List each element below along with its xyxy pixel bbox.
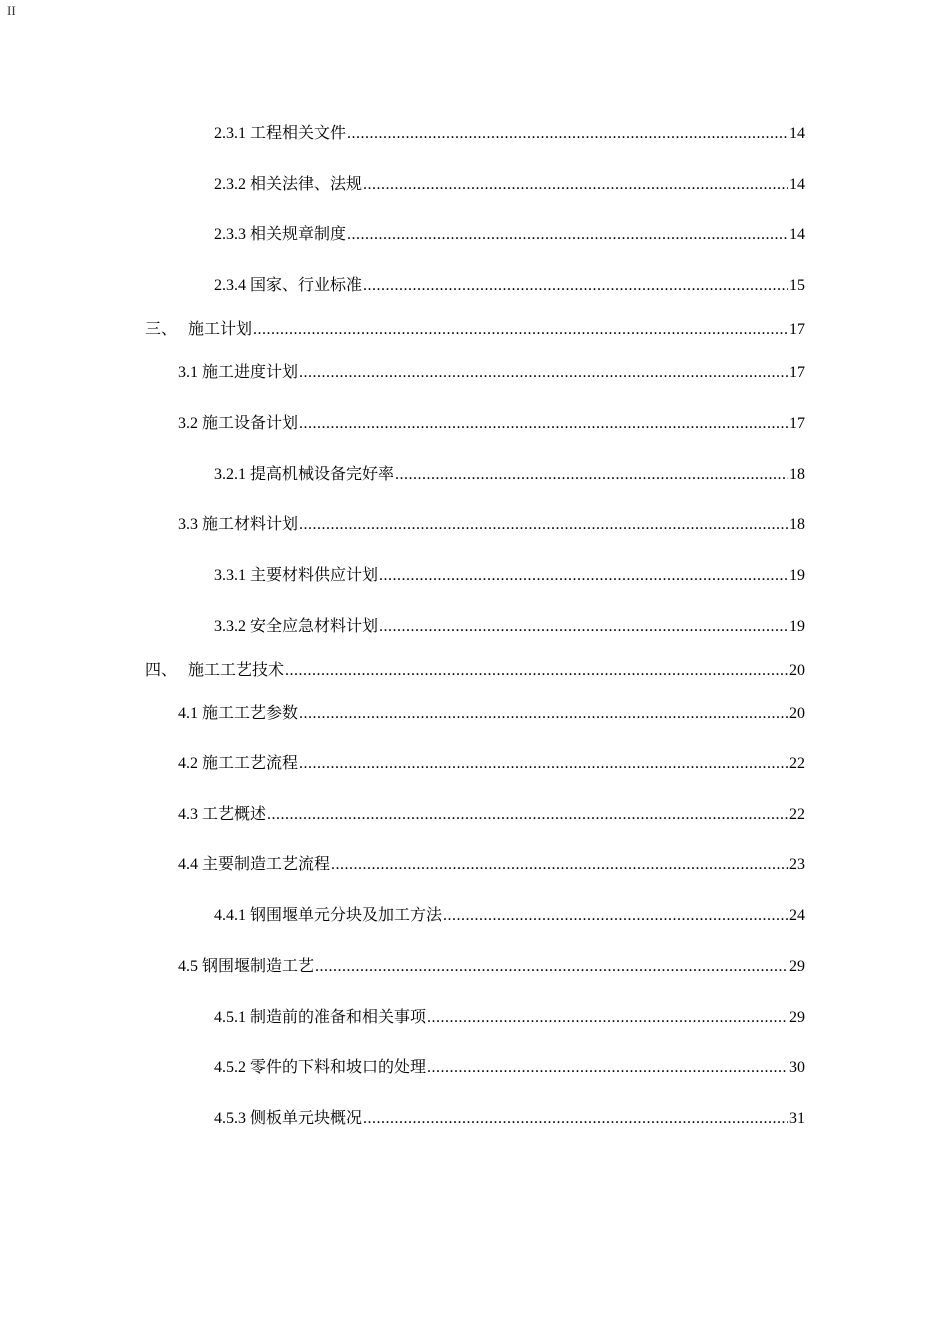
toc-title: 制造前的准备和相关事项 <box>250 1009 427 1026</box>
toc-page-number: 31 <box>789 1110 805 1127</box>
dot-leader <box>315 957 788 977</box>
toc-number: 2.3.3 <box>214 226 246 243</box>
toc-entry[interactable] <box>178 754 805 774</box>
dot-leader <box>363 175 788 195</box>
toc-title: 相关规章制度 <box>250 226 347 243</box>
toc-number: 4.3 <box>178 806 198 823</box>
toc-number: 4.2 <box>178 755 198 772</box>
toc-title: 工艺概述 <box>202 806 267 823</box>
toc-number: 4.4.1 <box>214 907 246 924</box>
toc-title: 提高机械设备完好率 <box>250 466 395 483</box>
toc-number: 3.2 <box>178 415 198 432</box>
toc-entry[interactable] <box>214 175 805 195</box>
dot-leader <box>253 320 788 340</box>
toc-page-number: 24 <box>789 907 805 924</box>
dot-leader <box>427 1058 788 1078</box>
toc-entry[interactable] <box>178 363 805 383</box>
toc-title: 侧板单元块概况 <box>250 1110 363 1127</box>
toc-entry[interactable] <box>214 225 805 245</box>
toc-page-number: 18 <box>789 516 805 533</box>
toc-number: 四、 <box>145 662 178 679</box>
toc-entry[interactable] <box>178 704 805 724</box>
toc-page-number: 17 <box>789 415 805 432</box>
toc-page-number: 29 <box>789 958 805 975</box>
toc-page-number: 22 <box>789 755 805 772</box>
toc-title: 施工工艺参数 <box>202 705 299 722</box>
toc-number: 3.1 <box>178 364 198 381</box>
toc-entry[interactable] <box>214 465 805 485</box>
toc-entry[interactable] <box>214 1058 805 1078</box>
toc-title: 施工材料计划 <box>202 516 299 533</box>
toc-entry[interactable] <box>178 805 805 825</box>
toc-page-number: 22 <box>789 806 805 823</box>
toc-title: 钢围堰制造工艺 <box>202 958 315 975</box>
toc-title: 零件的下料和坡口的处理 <box>250 1059 427 1076</box>
toc-number: 2.3.2 <box>214 176 246 193</box>
dot-leader <box>299 704 788 724</box>
toc-title: 安全应急材料计划 <box>250 618 379 635</box>
toc-page-number: 29 <box>789 1009 805 1026</box>
toc-number: 4.1 <box>178 705 198 722</box>
toc-entry[interactable] <box>178 515 805 535</box>
dot-leader <box>285 661 788 681</box>
toc-page-number: 17 <box>789 321 805 338</box>
dot-leader <box>395 465 788 485</box>
toc-entry[interactable] <box>178 855 805 875</box>
dot-leader <box>379 566 788 586</box>
toc-entry[interactable] <box>214 566 805 586</box>
toc-title: 钢围堰单元分块及加工方法 <box>250 907 443 924</box>
toc-number: 2.3.1 <box>214 125 246 142</box>
toc-page-number: 14 <box>789 226 805 243</box>
toc-number: 3.3.1 <box>214 567 246 584</box>
toc-number: 3.3 <box>178 516 198 533</box>
dot-leader <box>299 414 788 434</box>
toc-title: 施工工艺技术 <box>188 662 285 679</box>
dot-leader <box>267 805 788 825</box>
toc-page-number: 14 <box>789 176 805 193</box>
dot-leader <box>299 754 788 774</box>
toc-page-number: 15 <box>789 277 805 294</box>
toc-number: 4.5.2 <box>214 1059 246 1076</box>
toc-title: 相关法律、法规 <box>250 176 363 193</box>
toc-page-number: 23 <box>789 856 805 873</box>
toc-number: 3.3.2 <box>214 618 246 635</box>
toc-entry[interactable] <box>214 124 805 144</box>
toc-page-number: 19 <box>789 567 805 584</box>
toc-number: 4.5.3 <box>214 1110 246 1127</box>
page-number: II <box>7 3 16 18</box>
toc-page-number: 14 <box>789 125 805 142</box>
dot-leader <box>331 855 788 875</box>
toc-title: 施工进度计划 <box>202 364 299 381</box>
toc-number: 2.3.4 <box>214 277 246 294</box>
toc-entry[interactable] <box>214 276 805 296</box>
toc-number: 3.2.1 <box>214 466 246 483</box>
dot-leader <box>443 906 788 926</box>
toc-title: 工程相关文件 <box>250 125 347 142</box>
dot-leader <box>347 124 788 144</box>
toc-entry[interactable] <box>214 906 805 926</box>
toc-entry[interactable] <box>214 1008 805 1028</box>
toc-entry[interactable] <box>178 957 805 977</box>
dot-leader <box>347 225 788 245</box>
toc-page-number: 20 <box>789 705 805 722</box>
toc-title: 施工计划 <box>188 321 253 338</box>
dot-leader <box>363 1109 788 1129</box>
dot-leader <box>363 276 788 296</box>
toc-page-number: 20 <box>789 662 805 679</box>
dot-leader <box>427 1008 788 1028</box>
dot-leader <box>299 363 788 383</box>
toc-title: 国家、行业标准 <box>250 277 363 294</box>
toc-number: 4.5.1 <box>214 1009 246 1026</box>
toc-entry[interactable] <box>145 320 805 340</box>
toc-entry[interactable] <box>178 414 805 434</box>
toc-entry[interactable] <box>214 617 805 637</box>
toc-entry[interactable] <box>145 661 805 681</box>
toc-title: 主要制造工艺流程 <box>202 856 331 873</box>
toc-number: 4.5 <box>178 958 198 975</box>
toc-page-number: 17 <box>789 364 805 381</box>
toc-page-number: 19 <box>789 618 805 635</box>
dot-leader <box>299 515 788 535</box>
toc-title: 施工工艺流程 <box>202 755 299 772</box>
dot-leader <box>379 617 788 637</box>
toc-title: 主要材料供应计划 <box>250 567 379 584</box>
toc-title: 施工设备计划 <box>202 415 299 432</box>
toc-page-number: 18 <box>789 466 805 483</box>
toc-page-number: 30 <box>789 1059 805 1076</box>
toc-number: 4.4 <box>178 856 198 873</box>
toc-number: 三、 <box>145 321 178 338</box>
toc-entry[interactable] <box>214 1109 805 1129</box>
